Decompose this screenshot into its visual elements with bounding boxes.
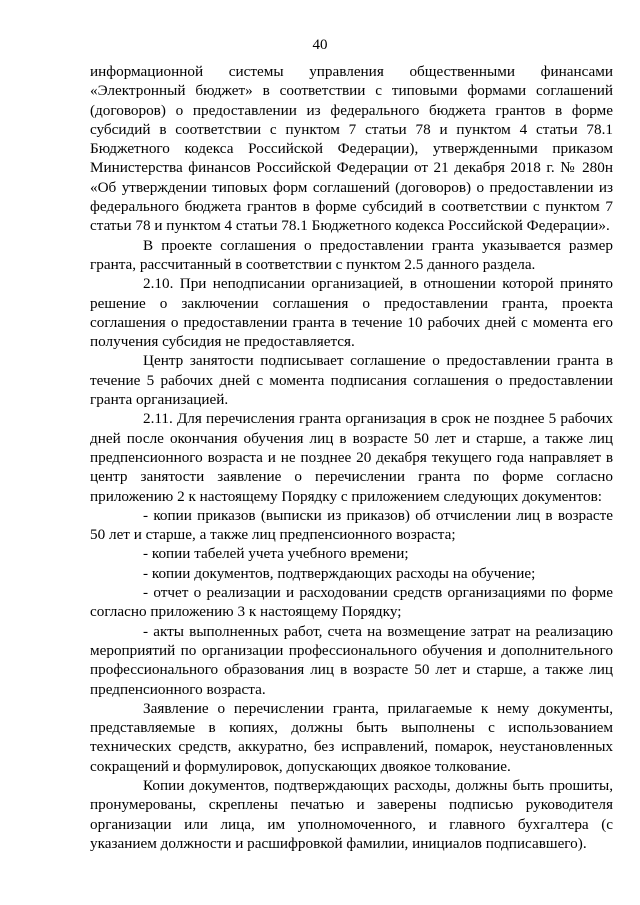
list-item-report: - отчет о реализации и расходовании средств организациями по форме согласно приложению 3 к настоящему Порядку; (90, 584, 613, 621)
paragraph-2-11: 2.11. Для перечисления гранта организация в срок не позднее 5 рабочих дней после окончания обучения лиц в возрасте 50 лет и старше, а также лиц предпенсионного возраста и не позднее 20 декабря текущего года направляет в центр занятости заявление о перечислении гранта по форме согласно приложению 2 к настоящему Порядку с приложением следующих документов: (90, 410, 613, 505)
paragraph-copies-certification: Копии документов, подтверждающих расходы, должны быть прошиты, пронумерованы, скреплены печатью и заверены подписью руководителя организации или лица, им уполномоченного, и главного бухгалтера (с указанием должности и расшифровкой фамилии, инициалов подписавшего). (90, 776, 613, 852)
paragraph-continuation: информационной системы управления общественными финансами «Электронный бюджет» в соответствии с типовыми формами соглашений (договоров) о предоставлении из федерального бюджета грантов в форме субсидий в соответствии с пунктом 7 статьи 78 и пунктом 4 статьи 78.1 Бюджетного кодекса Российской Федерации), утвержденными приказом Министерства финансов Российской Федерации от 21 декабря 2018 г. № 280н «Об утверждении типовых форм соглашений (договоров) о предоставлении из федерального бюджета грантов в форме субсидий в соответствии с пунктом 7 статьи 78 и пунктом 4 статьи 78.1 Бюджетного кодекса Российской Федерации». (90, 63, 613, 235)
list-item-timesheets: - копии табелей учета учебного времени; (143, 545, 409, 563)
paragraph-2-10: 2.10. При неподписании организацией, в отношении которой принято решение о заключении соглашения о предоставлении гранта, проекта соглашения о предоставлении гранта в течение 10 рабочих дней с момента его получения субсидия не предоставляется. (90, 275, 613, 351)
paragraph-grant-size: В проекте соглашения о предоставлении гранта указывается размер гранта, рассчитанный в соответствии с пунктом 2.5 данного раздела. (90, 236, 613, 273)
document-body (90, 62, 613, 853)
list-item-orders-copies: - копии приказов (выписки из приказов) об отчислении лиц в возрасте 50 лет и старше, а также лиц предпенсионного возраста; (90, 506, 613, 544)
page-number: 40 (312, 37, 328, 53)
paragraph-center-signs: Центр занятости подписывает соглашение о предоставлении гранта в течение 5 рабочих дней с момента подписания соглашения о предоставлении гранта организацией. (90, 352, 613, 409)
list-item-work-acts: - акты выполненных работ, счета на возмещение затрат на реализацию мероприятий по организации профессионального обучения и дополнительного профессионального образования лиц в возрасте 50 лет и старше, а также лиц предпенсионного возраста. (90, 622, 613, 698)
paragraph-application-requirements: Заявление о перечислении гранта, прилагаемые к нему документы, представляемые в копиях, должны быть выполнены с использованием технических средств, аккуратно, без исправлений, помарок, неустановленных сокращений и формулировок, допускающих двоякое толкование. (90, 699, 613, 775)
list-item-expense-documents: - копии документов, подтверждающих расходы на обучение; (143, 564, 536, 582)
